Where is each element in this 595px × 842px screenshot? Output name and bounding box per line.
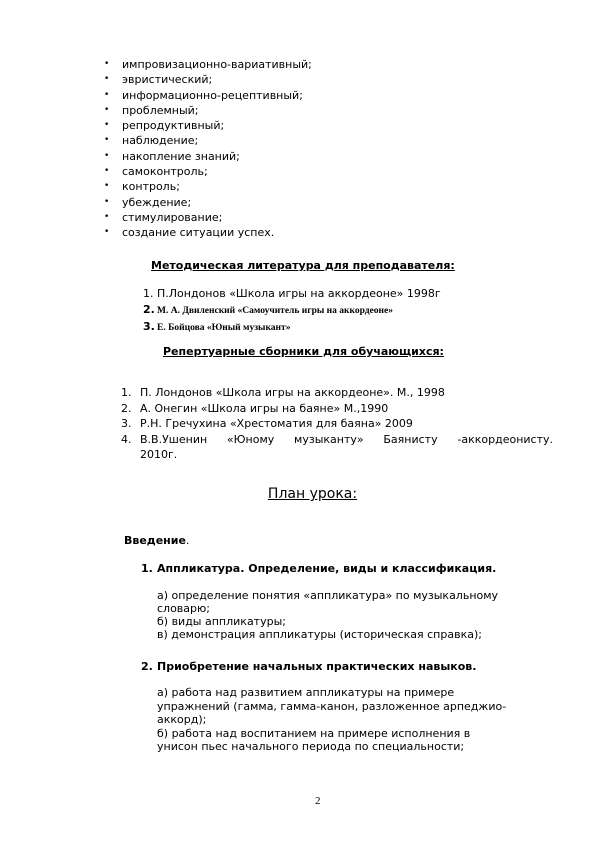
repertoire-list [121,385,553,463]
bullet-icon: • [104,211,110,222]
list-item: • импровизационно-вариативный; [104,58,312,71]
list-item: • стимулирование; [104,210,223,224]
section-2-body [157,686,506,754]
list-item: • репродуктивный; [104,119,225,133]
text-line: аккорд); [157,713,207,726]
list-item: • убеждение; [104,195,192,209]
bullet-icon: • [104,181,110,192]
bullet-icon: • [104,74,110,85]
introduction: Введение. [124,534,190,547]
text-line: упражнений (гамма, гамма-канон, разложенное арпеджио- [157,699,507,713]
list-item: 3. Р.Н. Гречухина «Хрестоматия для баяна» 2009 [121,417,413,430]
list-item: • самоконтроль; [104,165,208,179]
list-item: • эвристический; [104,73,213,87]
text-line: б) виды аппликатуры; [157,615,286,628]
list-item: 1. П.Лондонов «Школа игры на аккордеоне» 1998г [143,287,441,300]
bullet-icon: • [104,227,110,238]
list-item: 1. П. Лондонов «Школа игры на аккордеоне». М., 1998 [121,386,445,399]
methods-bullet-list [104,57,312,241]
text-line: словарю; [157,602,210,615]
text-line: а) определение понятия «аппликатура» по музыкальному [157,589,499,602]
list-item: 4. В.В.Ушенин «Юному музыканту» Баянисту -аккордеонисту. 2010г. [121,432,553,461]
text-line: а) работа над развитием аппликатуры на примере [157,686,455,699]
plan-title: План урока: [267,486,358,502]
text-line: б) работа над воспитанием на примере исполнения в [157,726,471,740]
list-item: • наблюдение; [104,134,199,148]
list-item: 3. Е. Бойцова «Юный музыкант» [143,320,291,333]
text-line: унисон пьес начального периода по специальности; [157,740,465,753]
bullet-icon: • [104,120,110,131]
bullet-icon: • [104,196,110,207]
list-item: • информационно-рецептивный; [104,88,303,102]
list-item: 2. М. А. Двиленский «Самоучитель игры на аккордеоне» [143,303,393,316]
bullet-icon: • [104,89,110,100]
bullet-icon: • [104,135,110,146]
list-item: • контроль; [104,180,180,194]
bullet-icon: • [104,166,110,177]
method-literature-heading: Методическая литература для преподавателя: [151,259,455,272]
plan-title-wrap [0,483,595,502]
section-1-body [157,589,498,641]
introduction-label: Введение [124,534,186,547]
bullet-icon: • [104,59,110,69]
method-literature-list [143,286,441,336]
repertoire-heading: Репертуарные сборники для обучающихся: [163,345,444,358]
bullet-icon: • [104,104,110,115]
page-number: 2 [315,795,321,807]
text-line: в) демонстрация аппликатуры (историческая справка); [157,628,482,641]
list-item: • накопление знаний; [104,149,240,163]
list-item: • проблемный; [104,103,199,117]
section-1-heading: 1. Аппликатура. Определение, виды и классификация. [141,562,497,575]
section-2-heading: 2. Приобретение начальных практических навыков. [141,660,477,673]
list-item: 2. А. Онегин «Школа игры на баяне» М.,1990 [121,401,389,415]
bullet-icon: • [104,150,110,161]
list-item: • создание ситуации успех. [104,226,275,240]
